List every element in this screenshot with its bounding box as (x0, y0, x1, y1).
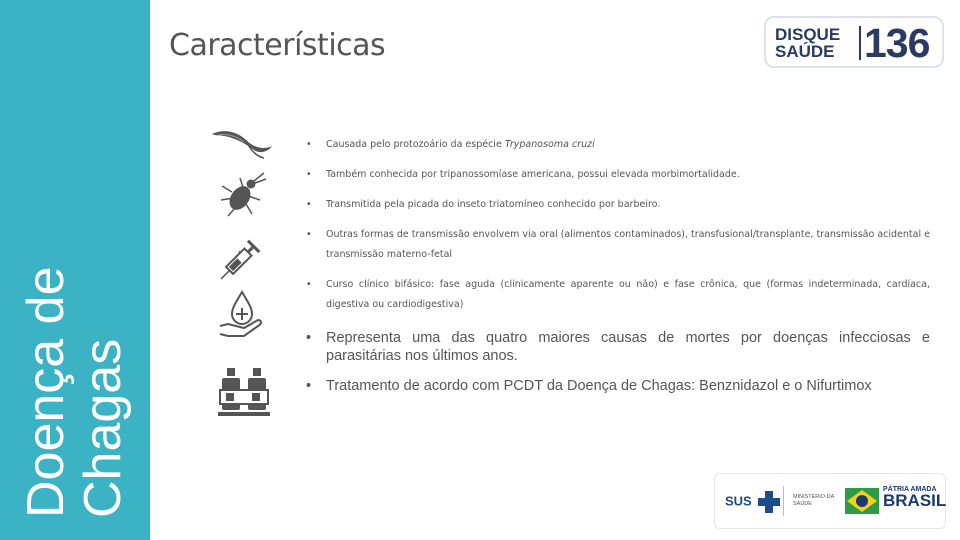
government-logos (714, 473, 946, 529)
list-item: • Curso clínico bifásico: fase aguda (clinicamente aparente ou não) e fase crônica, que (formas indeterminada, cardíaca, digestiva ou cardiodigestiva) (306, 279, 930, 310)
syringe-icon (218, 232, 268, 282)
list-item: • Causada pelo protozoário da espécie Trypanosoma cruzi (300, 135, 930, 155)
title-line-1: Doença de (17, 266, 75, 518)
patria-amada-brasil-logo: PÁTRIA AMADA BRASIL (883, 486, 947, 510)
list-item: • Tratamento de acordo com PCDT da Doença de Chagas: Benznidazol e o Nifurtimox (306, 378, 872, 394)
logo-number: 136 (864, 20, 930, 66)
cross-icon (758, 491, 780, 513)
list-item: • Transmitida pela picada do inseto triatomíneo conhecido por barbeiro. (306, 199, 661, 210)
disque-saude-logo (764, 16, 944, 68)
page-title: Características (169, 28, 386, 63)
vertical-title (18, 266, 132, 518)
parasite-icon (210, 124, 276, 160)
title-line-2: Chagas (74, 338, 132, 518)
bullet: • (306, 139, 312, 150)
medicine-bottles-icon (218, 364, 270, 418)
list-item: • Também conhecida por tripanossomíase americana, possui elevada morbimortalidade. (306, 169, 740, 180)
brazil-flag-icon (845, 488, 879, 514)
ministry-logo: MINISTÉRIO DA SAÚDE (793, 494, 835, 507)
list-item: • Representa uma das quatro maiores causas de mortes por doenças infecciosas e parasitárias nos últimos anos. (306, 330, 930, 364)
sus-logo: SUS (725, 491, 780, 513)
list-item: • Outras formas de transmissão envolvem via oral (alimentos contaminados), transfusional/transplante, transmissão acidental e transmissão materno-fetal (306, 229, 930, 260)
insect-icon (218, 170, 268, 218)
logo-words: DISQUE SAÚDE (775, 25, 841, 61)
characteristics-list (300, 135, 930, 395)
sidebar (0, 0, 150, 540)
hand-drop-icon (218, 290, 264, 340)
